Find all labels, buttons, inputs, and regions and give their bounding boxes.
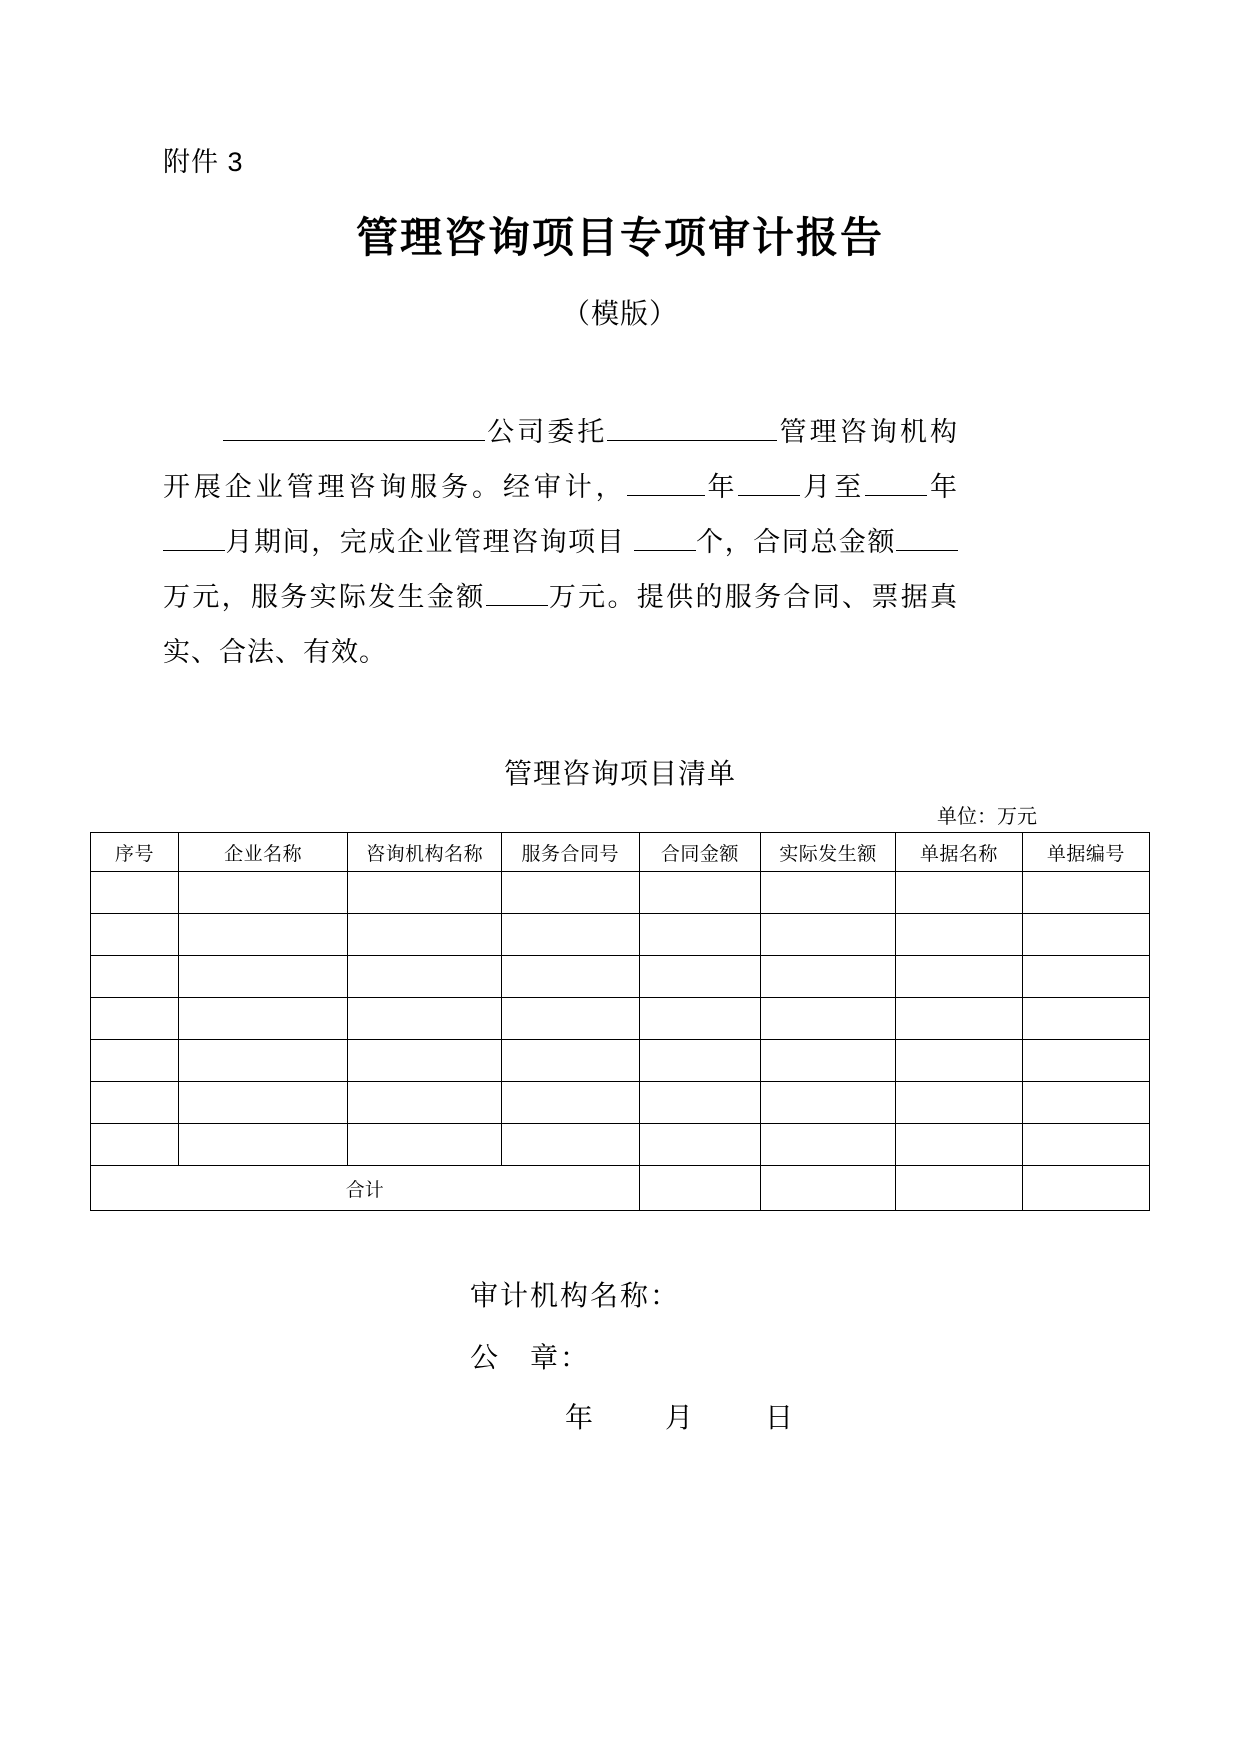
cell-contract-amount[interactable] (639, 1082, 761, 1124)
total-doc-name[interactable] (895, 1166, 1022, 1211)
table-row[interactable] (91, 1124, 1150, 1166)
cell-doc-name[interactable] (895, 1040, 1022, 1082)
audit-org-label: 审计机构名称： (470, 1281, 681, 1312)
cell-seq[interactable] (91, 1040, 179, 1082)
cell-doc-name[interactable] (895, 914, 1022, 956)
table-header-enterprise: 企业名称 (178, 833, 347, 872)
total-doc-no[interactable] (1022, 1166, 1149, 1211)
table-header-contract-no: 服务合同号 (501, 833, 639, 872)
body-seg-1: 公司委托 (485, 417, 608, 447)
cell-doc-no[interactable] (1022, 956, 1149, 998)
cell-doc-no[interactable] (1022, 1124, 1149, 1166)
cell-org[interactable] (348, 1040, 502, 1082)
cell-actual-amount[interactable] (761, 872, 895, 914)
cell-org[interactable] (348, 872, 502, 914)
cell-contract-no[interactable] (501, 1124, 639, 1166)
body-seg-6: 年 (927, 472, 959, 502)
attachment-label: 附件 3 (163, 147, 244, 177)
body-seg-5: 月至 (800, 472, 866, 502)
cell-enterprise[interactable] (178, 998, 347, 1040)
cell-contract-no[interactable] (501, 956, 639, 998)
table-header-contract-amount: 合同金额 (639, 833, 761, 872)
cell-enterprise[interactable] (178, 872, 347, 914)
cell-doc-name[interactable] (895, 956, 1022, 998)
body-seg-7: 月期间，完成企业管理咨询项目 (225, 527, 626, 557)
cell-contract-amount[interactable] (639, 1124, 761, 1166)
blank-actual-total (486, 578, 548, 606)
blank-end-year (865, 468, 927, 496)
cell-actual-amount[interactable] (761, 914, 895, 956)
cell-doc-no[interactable] (1022, 998, 1149, 1040)
table-row[interactable] (91, 1040, 1150, 1082)
cell-seq[interactable] (91, 956, 179, 998)
blank-start-year (627, 468, 705, 496)
cell-enterprise[interactable] (178, 1082, 347, 1124)
cell-doc-name[interactable] (895, 998, 1022, 1040)
body-seg-9: 总金额 (810, 527, 897, 557)
cell-seq[interactable] (91, 998, 179, 1040)
blank-project-count (634, 523, 696, 551)
cell-contract-amount[interactable] (639, 914, 761, 956)
table-header-row (91, 833, 1150, 872)
unit-note: 单位：万元 (937, 806, 1037, 828)
cell-doc-name[interactable] (895, 872, 1022, 914)
table-row[interactable] (91, 872, 1150, 914)
blank-company-name (223, 413, 485, 441)
cell-actual-amount[interactable] (761, 1124, 895, 1166)
total-contract-amount[interactable] (639, 1166, 761, 1211)
cell-doc-name[interactable] (895, 1124, 1022, 1166)
cell-org[interactable] (348, 1124, 502, 1166)
cell-contract-no[interactable] (501, 998, 639, 1040)
cell-actual-amount[interactable] (761, 1082, 895, 1124)
date-year-label: 年 (565, 1403, 596, 1434)
body-seg-10: 万元，服务实际发生金额 (163, 582, 486, 612)
cell-contract-amount[interactable] (639, 872, 761, 914)
table-header-doc-name: 单据名称 (895, 833, 1022, 872)
body-seg-12: 务合同、票据真实、合法、有效。 (163, 582, 959, 667)
body-seg-2: 管理咨询 (777, 417, 900, 447)
body-seg-11: 万元。提供的服 (547, 582, 755, 612)
cell-enterprise[interactable] (178, 1124, 347, 1166)
blank-contract-total (896, 523, 958, 551)
cell-org[interactable] (348, 956, 502, 998)
cell-org[interactable] (348, 1082, 502, 1124)
cell-org[interactable] (348, 914, 502, 956)
table-row[interactable] (91, 1082, 1150, 1124)
body-seg-8: 个，合同 (695, 527, 811, 557)
date-day-label: 日 (765, 1403, 796, 1434)
cell-enterprise[interactable] (178, 914, 347, 956)
table-header-seq: 序号 (91, 833, 179, 872)
cell-contract-amount[interactable] (639, 956, 761, 998)
table-header-org: 咨询机构名称 (348, 833, 502, 872)
table-row[interactable] (91, 914, 1150, 956)
table-total-row (91, 1166, 1150, 1211)
table-row[interactable] (91, 956, 1150, 998)
cell-doc-no[interactable] (1022, 914, 1149, 956)
project-list-title: 管理咨询项目清单 (503, 759, 736, 790)
blank-end-month (163, 523, 225, 551)
cell-seq[interactable] (91, 1124, 179, 1166)
cell-contract-no[interactable] (501, 914, 639, 956)
document-subtitle: （模版） (561, 299, 678, 330)
signature-date (565, 1396, 795, 1436)
body-paragraph (163, 405, 958, 680)
project-table (90, 832, 1150, 1211)
date-month-label: 月 (665, 1403, 696, 1434)
table-row[interactable] (91, 998, 1150, 1040)
cell-doc-name[interactable] (895, 1082, 1022, 1124)
blank-start-month (738, 468, 800, 496)
cell-actual-amount[interactable] (761, 1040, 895, 1082)
cell-org[interactable] (348, 998, 502, 1040)
cell-actual-amount[interactable] (761, 956, 895, 998)
table-header-doc-no: 单据编号 (1022, 833, 1149, 872)
body-seg-3: 机构开展企业管理咨询服务。经审计， (163, 417, 959, 502)
cell-enterprise[interactable] (178, 1040, 347, 1082)
cell-contract-no[interactable] (501, 872, 639, 914)
official-seal-label: 公 章： (470, 1343, 591, 1374)
cell-contract-amount[interactable] (639, 1040, 761, 1082)
cell-contract-no[interactable] (501, 1040, 639, 1082)
cell-doc-no[interactable] (1022, 1082, 1149, 1124)
cell-contract-amount[interactable] (639, 998, 761, 1040)
cell-doc-no[interactable] (1022, 872, 1149, 914)
total-actual-amount[interactable] (761, 1166, 895, 1211)
total-label: 合计 (91, 1166, 640, 1211)
page-title: 管理咨询项目专项审计报告 (355, 214, 884, 261)
cell-actual-amount[interactable] (761, 998, 895, 1040)
cell-seq[interactable] (91, 914, 179, 956)
cell-doc-no[interactable] (1022, 1040, 1149, 1082)
cell-enterprise[interactable] (178, 956, 347, 998)
cell-seq[interactable] (91, 872, 179, 914)
blank-consulting-org (607, 413, 777, 441)
cell-seq[interactable] (91, 1082, 179, 1124)
cell-contract-no[interactable] (501, 1082, 639, 1124)
body-seg-4: 年 (704, 472, 739, 502)
table-header-actual-amount: 实际发生额 (761, 833, 895, 872)
